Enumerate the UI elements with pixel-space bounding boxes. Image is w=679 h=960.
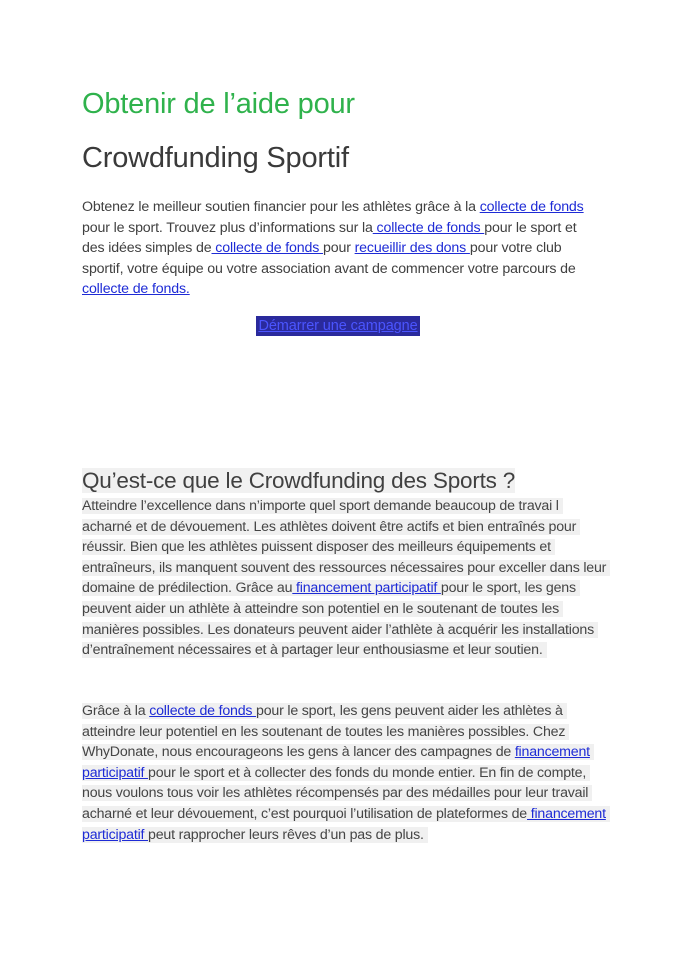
p2-text-2: pour le sport, les gens peuvent aider les athlètes à atteindre leur potentiel en les soutenant de toutes les manières possibles. Chez WhyDonate, nous encourageons les gens à lancer des campagnes de xyxy=(82,703,566,761)
p2-text-4: peut rapprocher leurs rêves d’un pas de plus. xyxy=(148,826,424,843)
section-title xyxy=(82,468,515,494)
link-financement-participatif-2[interactable]: financement participatif xyxy=(82,744,590,781)
cta-container xyxy=(82,316,594,336)
p1-text-1: Atteindre l’excellence dans n’importe quel sport demande beaucoup de travai l acharné et de dévouement. Les athlètes doivent être actifs et bien entraînés pour réussir. Bien que les athlètes puissent disposer des meilleurs équipements et entraîneurs, ils manquent souvent des ressources nécessaires pour exceller dans leur domaine de prédilection. Grâce au xyxy=(82,498,607,597)
start-campaign-button[interactable]: Démarrer une campagne xyxy=(258,318,418,334)
link-collecte-de-fonds-5[interactable]: collecte de fonds xyxy=(149,703,257,719)
intro-text-5: pour votre club sportif, votre équipe ou votre association avant de commencer votre parcours de xyxy=(82,240,576,277)
intro-text-3: pour le sport et des idées simples de xyxy=(82,219,577,257)
intro-text-4: pour xyxy=(323,240,355,257)
page-title-line-1: Obtenir de l’aide pour xyxy=(82,88,355,120)
p2-text-1: Grâce à la xyxy=(82,703,150,719)
link-recueillir-des-dons[interactable]: recueillir des dons xyxy=(354,240,470,257)
link-collecte-de-fonds-4[interactable]: collecte de fonds. xyxy=(82,281,190,298)
intro-paragraph xyxy=(82,197,602,300)
section-title-text: Qu’est-ce que le Crowdfunding des Sports ? xyxy=(82,468,516,493)
section-paragraph-1 xyxy=(82,496,607,661)
section-paragraph-2 xyxy=(82,701,607,845)
intro-text-2: pour le sport. Trouvez plus d’informations sur la xyxy=(82,219,373,236)
link-collecte-de-fonds-1[interactable]: collecte de fonds xyxy=(479,199,584,215)
p1-text-2: pour le sport, les gens peuvent aider un athlète à atteindre son potentiel en le soutenant de toutes les manières possibles. Les donateurs peuvent aider l’athlète à acquérir les installations d’entraînement nécessaires et à partager leur enthousiasme et leur soutien. xyxy=(82,580,594,659)
link-collecte-de-fonds-2[interactable]: collecte de fonds xyxy=(372,219,485,236)
link-financement-participatif-1[interactable]: financement participatif xyxy=(292,580,441,597)
intro-text-1: Obtenez le meilleur soutien financier pour les athlètes grâce à la xyxy=(82,199,480,215)
link-collecte-de-fonds-3[interactable]: collecte de fonds xyxy=(211,240,324,257)
p2-text-3: pour le sport et à collecter des fonds du monde entier. En fin de compte, nous voulons tous voir les athlètes récompensés par des médailles pour leur travail acharné et leur dévouement, c’est pourquoi l’utilisation de plateformes de xyxy=(82,764,589,822)
page-title-line-2: Crowdfunding Sportif xyxy=(82,142,349,174)
link-financement-participatif-3[interactable]: financement participatif xyxy=(82,805,606,843)
